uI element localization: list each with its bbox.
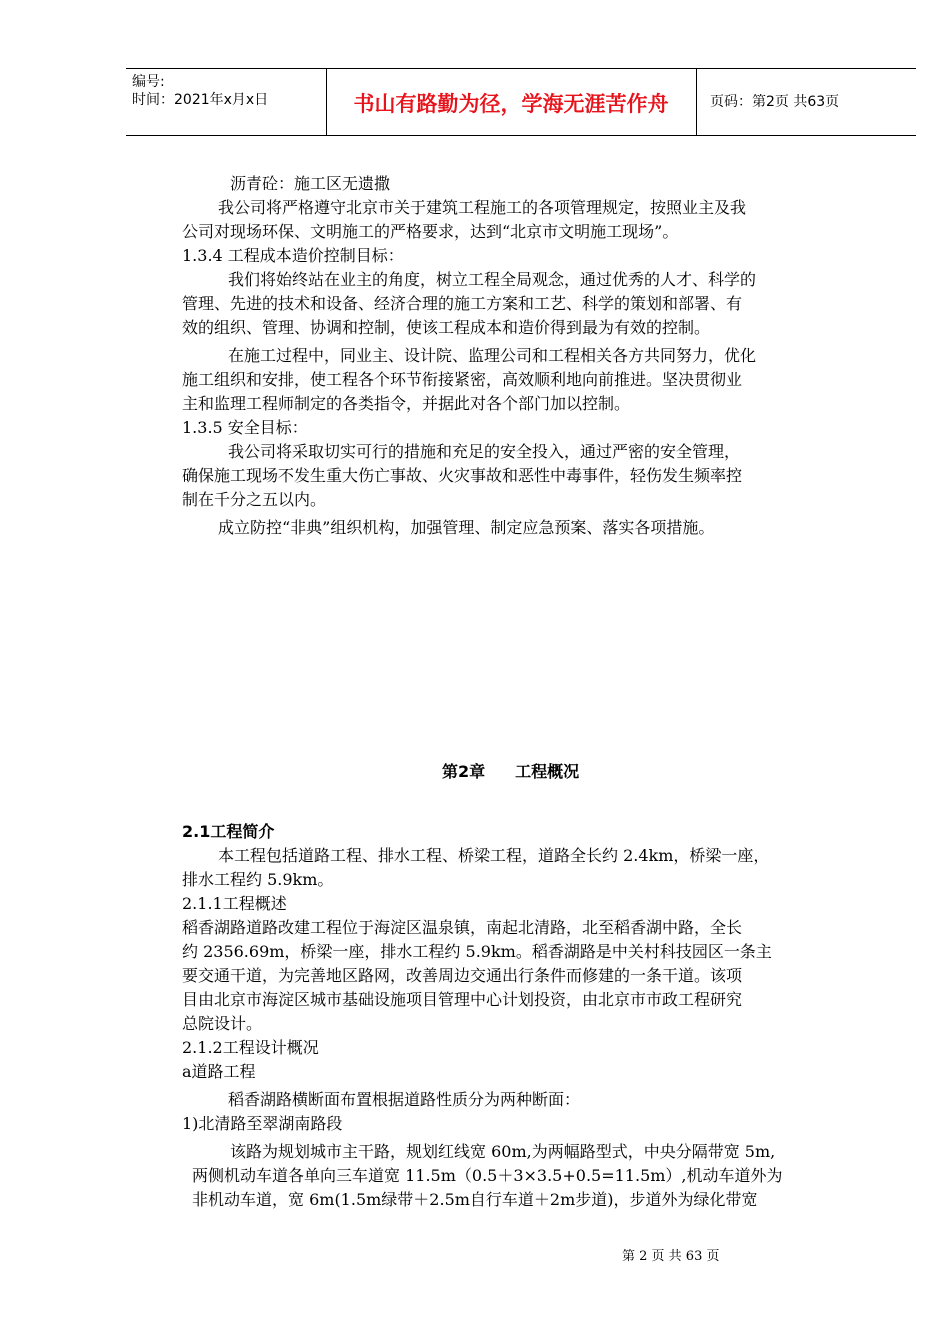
header-meta-cell: [126, 69, 327, 135]
subheading-line: 2.1.1工程概述: [182, 894, 287, 913]
paragraph-line: 非机动车道，宽 6m(1.5m绿带＋2.5m自行车道＋2m步道)，步道外为绿化带宽: [192, 1190, 758, 1209]
document-number-label: 编号:: [132, 74, 165, 90]
subheading-line: a道路工程: [182, 1062, 256, 1081]
paragraph-line: 排水工程约 5.9km。: [182, 870, 334, 889]
header-motto-cell: [326, 69, 697, 135]
paragraph-line: 成立防控“非典”组织机构，加强管理、制定应急预案、落实各项措施。: [218, 518, 715, 537]
chapter-number: 第2章: [442, 762, 486, 781]
document-date: 时间：2021年x月x日: [132, 92, 269, 108]
paragraph-line: 稻香湖路道路改建工程位于海淀区温泉镇，南起北清路，北至稻香湖中路，全长: [182, 918, 743, 937]
paragraph-line: 约 2356.69m，桥梁一座，排水工程约 5.9km。稻香湖路是中关村科技园区一条主: [182, 942, 772, 961]
paragraph-line: 目由北京市海淀区城市基础设施项目管理中心计划投资，由北京市市政工程研究: [182, 990, 743, 1009]
paragraph-line: 我们将始终站在业主的角度，树立工程全局观念，通过优秀的人才、科学的: [228, 270, 757, 289]
subheading-line: 2.1.2工程设计概况: [182, 1038, 319, 1057]
header-motto: 书山有路勤为径，学海无涯苦作舟: [353, 92, 669, 116]
paragraph-line: 该路为规划城市主干路，规划红线宽 60m,为两幅路型式，中央分隔带宽 5m,: [230, 1142, 776, 1161]
subheading-line: 1)北清路至翠湖南路段: [182, 1114, 343, 1133]
paragraph-line: 我公司将采取切实可行的措施和充足的安全投入，通过严密的安全管理，: [228, 442, 741, 461]
paragraph-line: 施工组织和安排，使工程各个环节衔接紧密，高效顺利地向前推进。坚决贯彻业: [182, 370, 743, 389]
section-heading: 2.1工程简介: [182, 822, 275, 841]
paragraph-line: 我公司将严格遵守北京市关于建筑工程施工的各项管理规定，按照业主及我: [218, 198, 747, 217]
paragraph-line: 管理、先进的技术和设备、经济合理的施工方案和工艺、科学的策划和部署、有: [182, 294, 743, 313]
paragraph-line: 确保施工现场不发生重大伤亡事故、火灾事故和恶性中毒事件，轻伤发生频率控: [182, 466, 743, 485]
paragraph-line: 效的组织、管理、协调和控制，使该工程成本和造价得到最为有效的控制。: [182, 318, 711, 337]
paragraph-line: 主和监理工程师制定的各类指令，并据此对各个部门加以控制。: [182, 394, 631, 413]
paragraph-line: 两侧机动车道各单向三车道宽 11.5m（0.5＋3×3.5+0.5=11.5m）,机动车道外为: [192, 1166, 783, 1185]
header-page-cell: [696, 69, 916, 135]
paragraph-line: 稻香湖路横断面布置根据道路性质分为两种断面：: [228, 1090, 581, 1109]
paragraph-line: 本工程包括道路工程、排水工程、桥梁工程，道路全长约 2.4km，桥梁一座，: [218, 846, 770, 865]
paragraph-line: 沥青砼：施工区无遗撒: [230, 174, 391, 193]
paragraph-line: 制在千分之五以内。: [182, 490, 327, 509]
paragraph-line: 在施工过程中，同业主、设计院、监理公司和工程相关各方共同努力，优化: [228, 346, 757, 365]
paragraph-line: 总院设计。: [182, 1014, 263, 1033]
page-header: [126, 68, 916, 136]
header-page-info: 页码：第2页 共63页: [710, 94, 840, 110]
paragraph-line: 要交通干道，为完善地区路网，改善周边交通出行条件而修建的一条干道。该项: [182, 966, 743, 985]
page-footer: 第 2 页 共 63 页: [622, 1249, 720, 1264]
subheading-line: 1.3.4 工程成本造价控制目标：: [182, 246, 404, 265]
chapter-title: 工程概况: [515, 762, 580, 781]
subheading-line: 1.3.5 安全目标：: [182, 418, 308, 437]
chapter-heading: [442, 762, 579, 782]
paragraph-line: 公司对现场环保、文明施工的严格要求，达到“北京市文明施工现场”。: [182, 222, 679, 241]
